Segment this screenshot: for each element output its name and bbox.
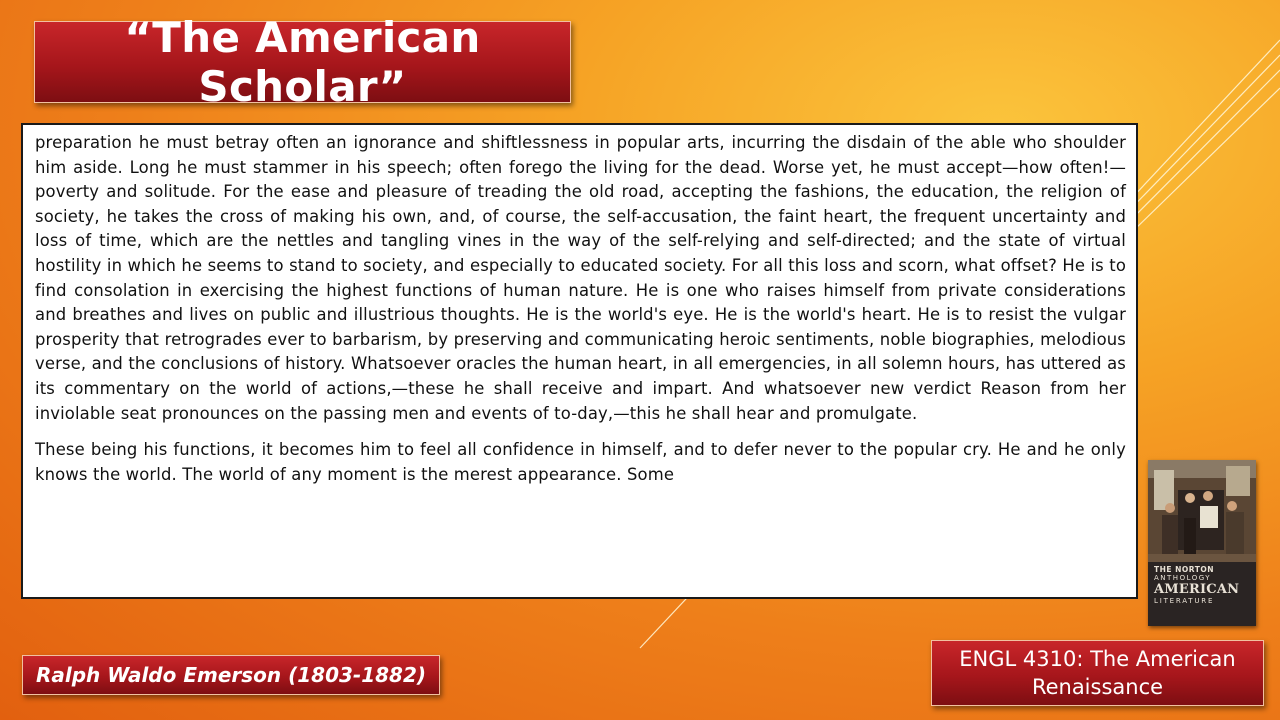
cover-line-3: AMERICAN — [1154, 582, 1240, 597]
slide-title: “The American Scholar” — [124, 13, 481, 111]
norton-anthology-cover-image — [1148, 460, 1256, 626]
cover-title-block — [1148, 562, 1256, 626]
excerpt-text-panel — [21, 123, 1138, 599]
excerpt-paragraph-1: preparation he must betray often an ignorance and shiftlessness in popular arts, incurring the disdain of the able who shoulder him aside. Long he must stammer in his speech; often forego the living for the dead. Worse yet, he must accept—how often!—poverty and solitude. For the ease and pleasure of treading the old road, accepting the fashions, the education, the religion of society, he takes the cross of making his own, and, of course, the self-accusation, the faint heart, the frequent uncertainty and loss of time, which are the nettles and tangling vines in the way of the self-relying and self-directed; and the state of virtual hostility in which he seems to stand to society, and especially to educated society. For all this loss and scorn, what offset? He is to find consolation in exercising the highest functions of human nature. He is one who raises himself from private considerations and breathes and lives on public and illustrious thoughts. He is the world's eye. He is the world's heart. He is to resist the vulgar prosperity that retrogrades ever to barbarism, by preserving and communicating heroic sentiments, noble biographies, melodious verse, and the conclusions of history. Whatsoever oracles the human heart, in all emergencies, in all solemn hours, has uttered as its commentary on the world of actions,—these he shall receive and impart. And whatsoever new verdict Reason from her inviolable seat pronounces on the passing men and events of to-day,—this he shall hear and promulgate. — [35, 133, 1126, 423]
course-banner — [931, 640, 1264, 706]
slide-title-banner — [34, 13, 571, 111]
author-banner — [22, 655, 440, 695]
author-name: Ralph Waldo Emerson (1803-1882) — [35, 663, 427, 687]
cover-line-4: LITERATURE — [1154, 597, 1215, 605]
cover-line-1: THE NORTON — [1154, 565, 1214, 574]
excerpt-paragraph-2: These being his functions, it becomes him to feel all confidence in himself, and to defer never to the popular cry. He and he only knows the world. The world of any moment is the merest appearance. Some — [35, 440, 1126, 484]
course-name: ENGL 4310: The American Renaissance — [959, 647, 1236, 699]
cover-line-2: ANTHOLOGY — [1154, 574, 1212, 582]
